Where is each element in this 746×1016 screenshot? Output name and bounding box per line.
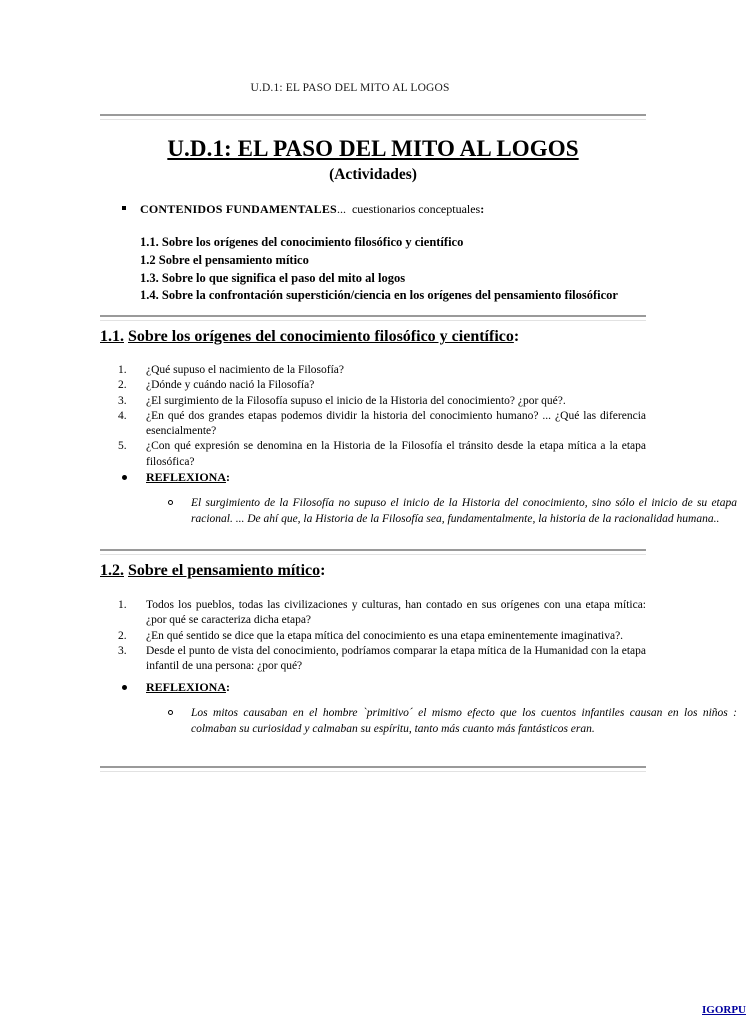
horizontal-rule-top [100,114,646,120]
contenidos-item-1: 1.1. Sobre los orígenes del conocimiento filosófico y científico [140,235,464,249]
document-content [100,128,746,1016]
question-marker: 2. [118,379,127,392]
section-heading-12 [100,562,325,580]
contenidos-block [100,202,646,305]
contenidos-list [140,234,646,305]
section-number-12: 1.2. [100,562,124,579]
contenidos-label: CONTENIDOS FUNDAMENTALES [140,202,337,216]
document-subtitle: (Actividades) [329,166,417,183]
square-bullet-icon [122,206,126,210]
section-title-12-colon: : [320,562,326,579]
contenidos-item-2: 1.2 Sobre el pensamiento mítico [140,252,309,267]
contenidos-rest: cuestionarios conceptuales [351,202,481,216]
document-title [100,136,646,162]
question-list-12 [100,598,646,674]
reflexiona-heading-11 [100,470,692,485]
section-number-11: 1.1. [100,328,124,345]
question-item [100,363,646,378]
question-text: ¿Dónde y cuándo nació la Filosofía? [146,379,315,392]
contenidos-item-3: 1.3. Sobre lo que significa el paso del mito al logos [140,270,406,285]
question-text: ¿Con qué expresión se denomina en la Historia de la Filosofía el tránsito desde la etapa mítica a la etapa filosófica? [146,440,646,468]
question-list-11 [100,363,646,470]
reflexiona-heading-12 [100,680,692,695]
round-bullet-icon [122,685,127,690]
question-marker: 3. [118,644,127,657]
question-item [100,629,646,644]
reflexiona-label: REFLEXIONA [146,470,227,484]
footer [100,1004,746,1016]
question-marker: 1. [118,364,127,376]
contenidos-ellipsis: ... [336,202,346,216]
question-text: Desde el punto de vista del conocimiento, podríamos comparar la etapa mítica de la Humanidad con la etapa infantil de una persona: ¿por qué? [146,644,646,673]
contenidos-item-4: 1.4. Sobre la confrontación superstición/ciencia en los orígenes del pensamiento filosóficor [140,288,618,303]
question-text: Todos los pueblos, todas las civilizaciones y culturas, han contado en sus orígenes con una etapa mítica: ¿por qué se caracteriza dicha etapa? [146,599,646,627]
reflexiona-label: REFLEXIONA [146,680,227,694]
reflexiona-quote-11 [100,496,737,527]
question-marker: 1. [118,599,127,611]
document-title-text: U.D.1: EL PASO DEL MITO AL LOGOS [167,136,579,161]
question-item [100,394,646,409]
question-text: ¿En qué dos grandes etapas podemos dividir la historia del conocimiento humano? ... ¿Qué las diferencia esencialmente? [146,409,646,438]
section-title-11-colon: : [513,328,520,345]
question-text: ¿El surgimiento de la Filosofía supuso el inicio de la Historia del conocimiento? ¿por qué?. [146,394,566,407]
horizontal-rule-above-section-11 [100,315,646,321]
hollow-circle-bullet-icon [168,500,173,505]
section-12-questions [100,598,646,674]
question-item [100,409,646,440]
question-marker: 4. [118,409,127,422]
reflexiona-quote-12 [100,706,737,737]
question-item [100,644,646,675]
reflexiona-colon: : [226,470,231,484]
question-text: ¿Qué supuso el nacimiento de la Filosofía? [146,364,345,376]
horizontal-rule-above-section-12 [100,549,646,555]
contenidos-lead [140,202,646,217]
horizontal-rule-bottom [100,766,646,772]
question-item [100,598,646,629]
section-title-12: Sobre el pensamiento mítico [128,562,321,579]
footer-link-igorpu[interactable]: IGORPU [702,1004,746,1016]
contenidos-colon: : [480,202,485,216]
question-text: ¿En qué sentido se dice que la etapa mítica del conocimiento es una etapa eminentemente imaginativa?. [146,629,624,642]
round-bullet-icon [122,475,127,480]
running-page-header: U.D.1: EL PASO DEL MITO AL LOGOS [250,82,450,94]
question-item [100,439,646,470]
section-title-11: Sobre los orígenes del conocimiento filosófico y científico [128,328,514,345]
question-marker: 3. [118,394,127,407]
question-item [100,378,646,393]
question-marker: 2. [118,629,127,642]
reflexiona-quote-text: El surgimiento de la Filosofía no supuso el inicio de la Historia del conocimiento, sino sólo el inicio de su etapa racional. ... De ahí que, la Historia de la Filosofía sea, fundamentalmente, la historia de la racionalidad humana.. [191,497,737,525]
section-11-questions [100,363,646,470]
reflexiona-quote-text: Los mitos causaban en el hombre `primitivo´ el mismo efecto que los cuentos infantiles causan en los niños : colmaban su curiosidad y calmaban su espíritu, tanto más cuanto más fantásticos eran. [191,707,737,735]
reflexiona-colon: : [226,680,231,694]
hollow-circle-bullet-icon [168,710,173,715]
question-marker: 5. [118,440,127,453]
section-heading-11 [100,328,519,346]
